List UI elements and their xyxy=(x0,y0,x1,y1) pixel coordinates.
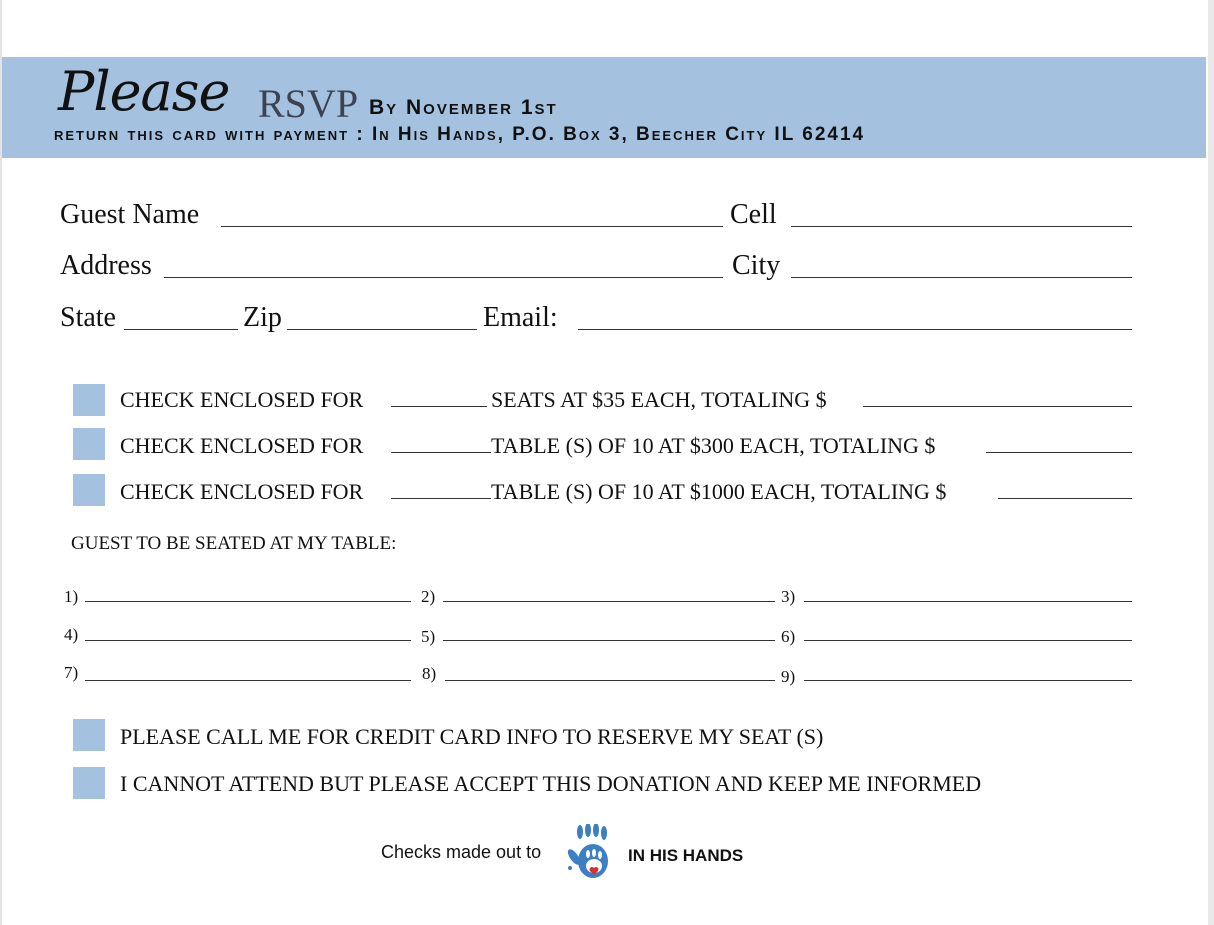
table-1000-price-label: TABLE (S) OF 10 AT $1000 EACH, TOTALING $ xyxy=(491,479,947,504)
city-field[interactable] xyxy=(791,277,1132,278)
guest-6-field[interactable] xyxy=(804,640,1132,641)
return-address-line: return this card with payment : In His Hands, P.O. Box 3, Beecher City IL 62414 xyxy=(54,124,866,145)
table-1000-count-field[interactable] xyxy=(391,498,491,499)
table-300-total-field[interactable] xyxy=(986,452,1132,453)
seats-price-label: SEATS AT $35 EACH, TOTALING $ xyxy=(491,387,827,412)
cannot-attend-label: I CANNOT ATTEND BUT PLEASE ACCEPT THIS DONATION AND KEEP ME INFORMED xyxy=(120,771,982,796)
cell-field[interactable] xyxy=(791,226,1132,227)
cannot-attend-checkbox[interactable] xyxy=(73,767,105,799)
deadline-text: By November 1st xyxy=(369,96,558,119)
please-script-title: Please xyxy=(58,60,230,123)
guest-name-label: Guest Name xyxy=(60,199,200,230)
table-300-checkbox[interactable] xyxy=(73,428,105,460)
guest-9-field[interactable] xyxy=(804,680,1132,681)
table-1000-checkbox[interactable] xyxy=(73,474,105,506)
guest-number-7: 7) xyxy=(64,663,79,682)
guest-5-field[interactable] xyxy=(443,640,775,641)
zip-label: Zip xyxy=(243,302,282,333)
seats-total-field[interactable] xyxy=(863,406,1132,407)
city-label: City xyxy=(732,250,781,281)
seats-count-field[interactable] xyxy=(391,406,487,407)
guest-1-field[interactable] xyxy=(85,601,411,602)
check-enclosed-label-3: CHECK ENCLOSED FOR xyxy=(120,479,364,504)
email-label: Email: xyxy=(483,302,558,333)
guest-number-2: 2) xyxy=(421,587,436,606)
guest-4-field[interactable] xyxy=(85,640,411,641)
table-300-count-field[interactable] xyxy=(391,452,491,453)
seats-checkbox[interactable] xyxy=(73,384,105,416)
state-label: State xyxy=(60,302,116,333)
guest-number-5: 5) xyxy=(421,627,436,646)
guest-3-field[interactable] xyxy=(804,601,1132,602)
organization-name: IN HIS HANDS xyxy=(628,846,744,865)
check-enclosed-label-2: CHECK ENCLOSED FOR xyxy=(120,433,364,458)
address-label: Address xyxy=(60,250,152,281)
call-me-checkbox[interactable] xyxy=(73,719,105,751)
guest-number-6: 6) xyxy=(781,627,796,646)
handprint-logo-icon xyxy=(566,824,620,886)
guest-2-field[interactable] xyxy=(443,601,775,602)
check-enclosed-label-1: CHECK ENCLOSED FOR xyxy=(120,387,364,412)
table-1000-total-field[interactable] xyxy=(998,498,1132,499)
rsvp-title: RSVP xyxy=(258,81,359,126)
guest-table-heading: GUEST TO BE SEATED AT MY TABLE: xyxy=(71,533,397,554)
guest-7-field[interactable] xyxy=(85,680,411,681)
cell-label: Cell xyxy=(730,199,777,230)
address-field[interactable] xyxy=(164,277,723,278)
page-right-edge xyxy=(1208,0,1214,925)
guest-number-3: 3) xyxy=(781,587,796,606)
state-field[interactable] xyxy=(124,329,238,330)
guest-number-1: 1) xyxy=(64,587,79,606)
email-field[interactable] xyxy=(578,329,1132,330)
guest-8-field[interactable] xyxy=(445,680,775,681)
guest-number-4: 4) xyxy=(64,625,79,644)
zip-field[interactable] xyxy=(287,329,477,330)
guest-number-9: 9) xyxy=(781,667,796,686)
call-me-label: PLEASE CALL ME FOR CREDIT CARD INFO TO RESERVE MY SEAT (S) xyxy=(120,724,824,749)
guest-name-field[interactable] xyxy=(221,226,723,227)
checks-made-out-text: Checks made out to xyxy=(381,842,542,862)
guest-number-8: 8) xyxy=(422,664,437,683)
table-300-price-label: TABLE (S) OF 10 AT $300 EACH, TOTALING $ xyxy=(491,433,936,458)
